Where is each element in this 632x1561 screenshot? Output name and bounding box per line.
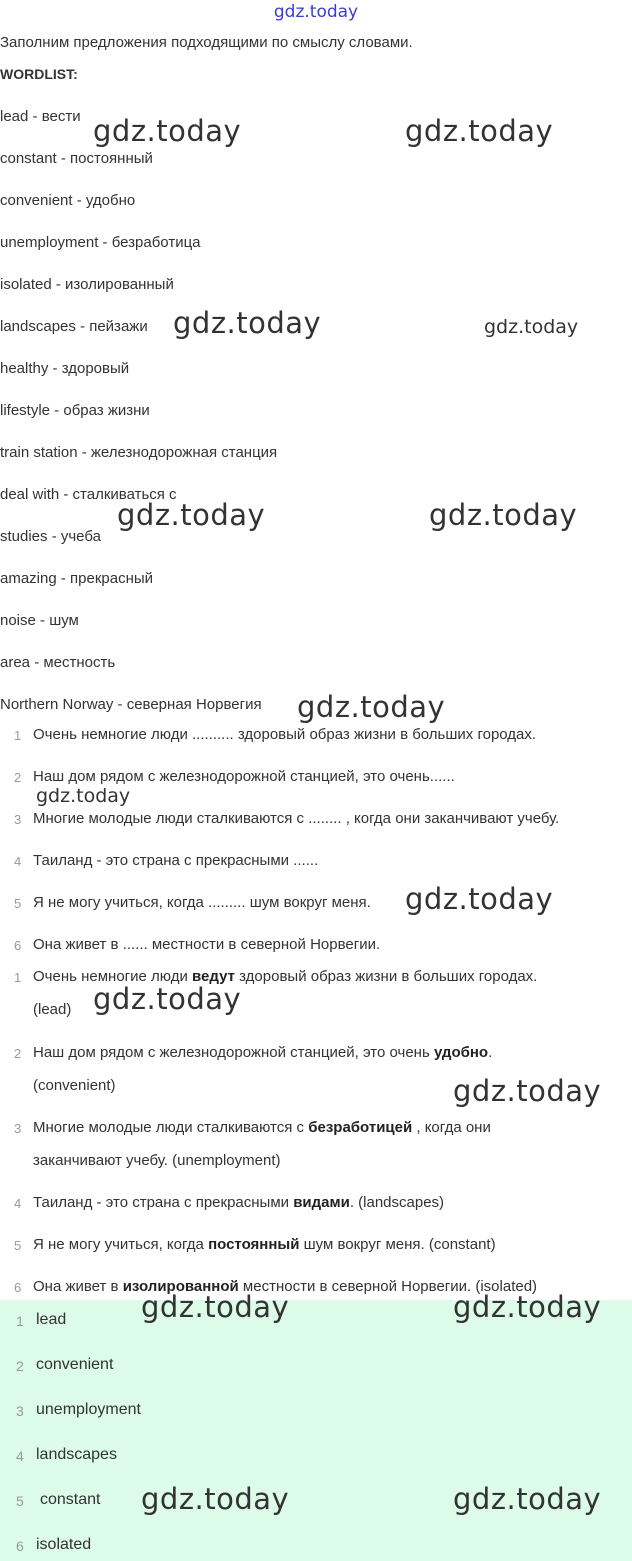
solution-number: 2 [14,1046,22,1061]
watermark: gdz.today [141,1290,290,1324]
wordlist-item: train station - железнодорожная станция [0,444,278,461]
wordlist-item: healthy - здоровый [0,360,130,377]
answer-number: 5 [16,1493,24,1509]
watermark: gdz.today [453,1482,602,1516]
watermark: gdz.today [297,690,446,724]
task-number: 2 [14,770,22,785]
wordlist-item: lifestyle - образ жизни [0,402,150,419]
wordlist-item: Northern Norway - северная Норвегия [0,696,262,713]
task-sentence: Я не могу учиться, когда ......... шум вокруг меня. [33,894,371,911]
task-sentence: Она живет в ...... местности в северной Норвегии. [33,936,381,953]
solution-number: 1 [14,970,22,985]
wordlist-item: isolated - изолированный [0,276,174,293]
wordlist-item: lead - вести [0,108,81,125]
solution-sentence: Таиланд - это страна с прекрасными видами. (landscapes) [33,1194,445,1211]
task-sentence: Таиланд - это страна с прекрасными ...... [33,852,319,869]
answer-word: безработицей [308,1119,413,1136]
solution-sentence: Наш дом рядом с железнодорожной станцией, это очень удобно. [33,1044,493,1061]
solution-sentence: Очень немногие люди ведут здоровый образ жизни в больших городах. [33,968,538,985]
answer-word: ведут [192,968,235,985]
task-sentence: Многие молодые люди сталкиваются с ........ , когда они заканчивают учебу. [33,810,560,827]
wordlist-item: landscapes - пейзажи [0,318,148,335]
solution-number: 5 [14,1238,22,1253]
watermark: gdz.today [453,1074,602,1108]
answers-box [0,1300,632,1561]
task-number: 6 [14,938,22,953]
solution-number: 3 [14,1121,22,1136]
watermark: gdz.today [405,882,554,916]
answer-number: 1 [16,1313,24,1329]
watermark: gdz.today [453,1290,602,1324]
solution-number: 6 [14,1280,22,1295]
task-number: 5 [14,896,22,911]
answer-word: unemployment [36,1401,141,1418]
answer-number: 3 [16,1403,24,1419]
answer-number: 2 [16,1358,24,1374]
solution-hint: (lead) [33,1001,72,1018]
watermark: gdz.today [117,498,266,532]
task-number: 4 [14,854,22,869]
task-sentence: Очень немногие люди .......... здоровый образ жизни в больших городах. [33,726,537,743]
wordlist-item: noise - шум [0,612,79,629]
wordlist-label: WORDLIST: [0,66,78,82]
answer-word: изолированной [122,1278,239,1295]
answer-word: landscapes [36,1446,117,1463]
watermark: gdz.today [93,114,242,148]
wordlist-item: constant - постоянный [0,150,153,167]
task-sentence: Наш дом рядом с железнодорожной станцией, это очень...... [33,768,455,785]
solution-sentence: Она живет в изолированной местности в северной Норвегии. (isolated) [33,1278,538,1295]
wordlist-item: unemployment - безработица [0,234,201,251]
answer-word: lead [36,1311,67,1328]
watermark: gdz.today [429,498,578,532]
wordlist-item: studies - учеба [0,528,101,545]
solution-sentence: Я не могу учиться, когда постоянный шум вокруг меня. (constant) [33,1236,496,1253]
wordlist-item: deal with - сталкиваться с [0,486,177,503]
wordlist-item: amazing - прекрасный [0,570,154,587]
answer-word: constant [40,1491,101,1508]
intro-text: Заполним предложения подходящими по смыслу словами. [0,34,413,51]
wordlist-item: area - местность [0,654,116,671]
watermark: gdz.today [93,982,242,1016]
task-number: 3 [14,812,22,827]
solution-number: 4 [14,1196,22,1211]
watermark: gdz.today [484,316,579,338]
watermark: gdz.today [173,306,322,340]
wordlist-item: convenient - удобно [0,192,136,209]
solution-hint: (convenient) [33,1077,116,1094]
watermark: gdz.today [405,114,554,148]
answer-word: видами [293,1194,350,1211]
task-number: 1 [14,728,22,743]
answer-word: isolated [36,1536,92,1553]
answer-word: удобно [433,1044,489,1061]
site-title[interactable]: gdz.today [273,2,359,22]
solution-hint: заканчивают учебу. (unemployment) [33,1152,281,1169]
watermark: gdz.today [36,785,131,807]
answer-number: 4 [16,1448,24,1464]
solution-sentence: Многие молодые люди сталкиваются с безработицей , когда они [33,1119,491,1136]
watermark: gdz.today [141,1482,290,1516]
answer-word: convenient [36,1356,114,1373]
answer-word: постоянный [208,1236,300,1253]
answer-number: 6 [16,1538,24,1554]
